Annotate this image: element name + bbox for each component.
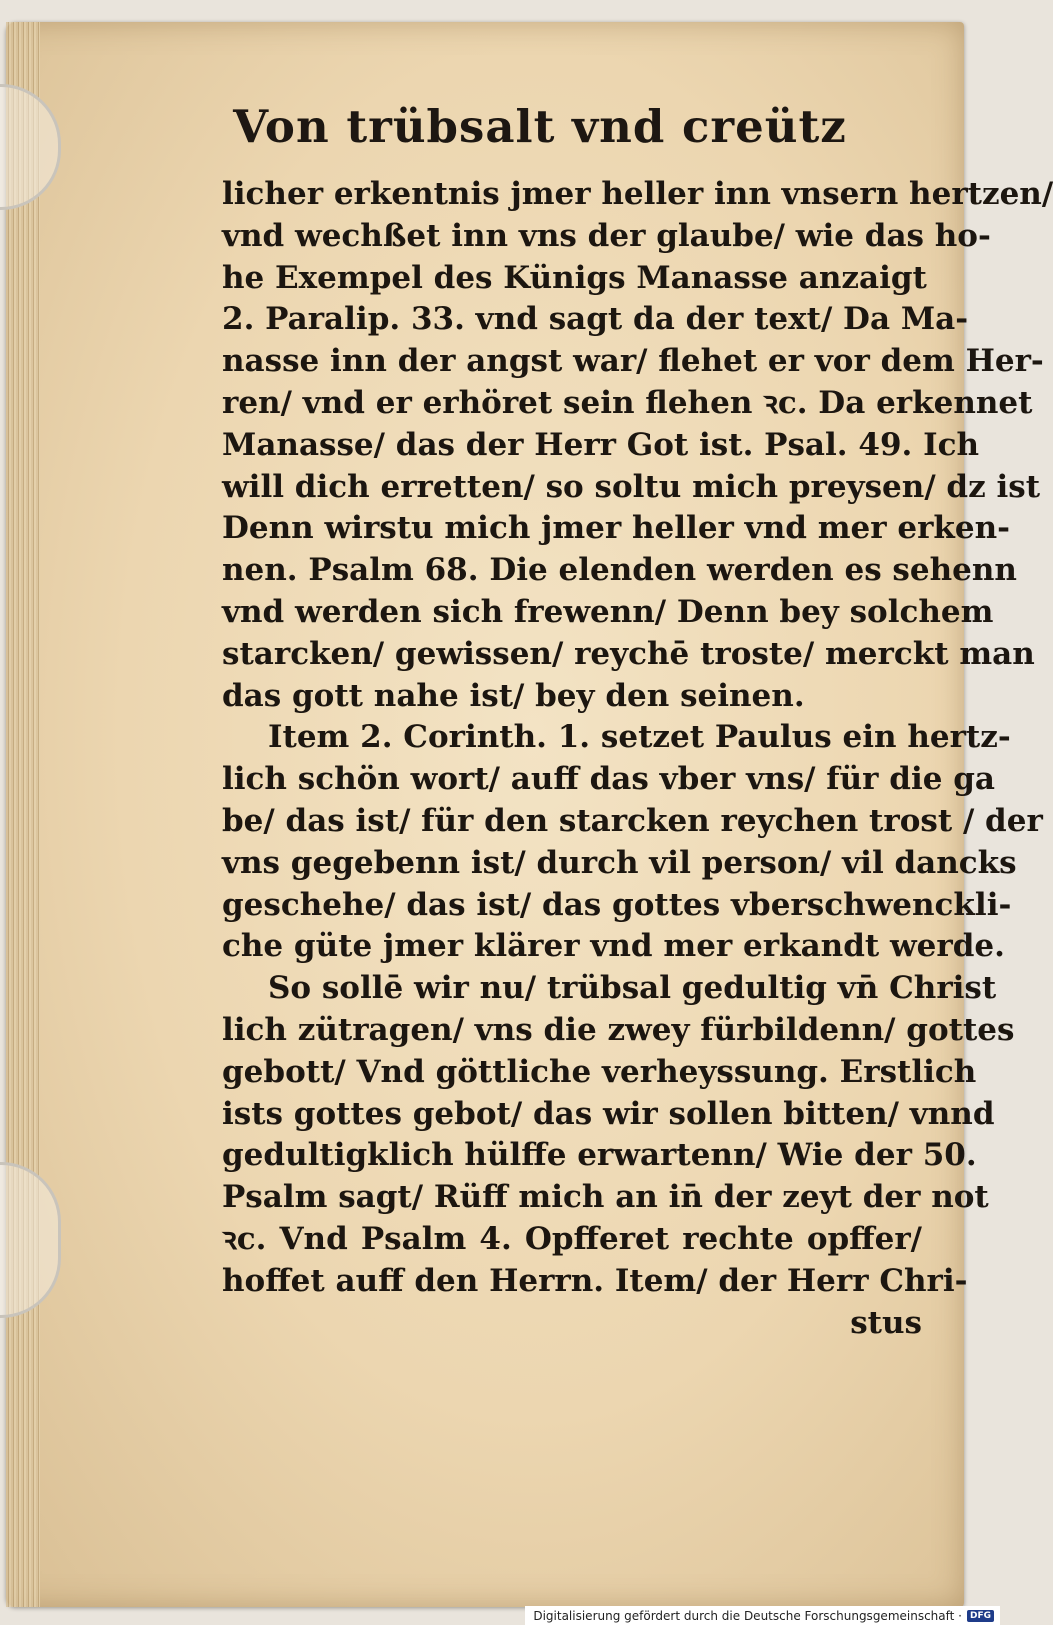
- text-line: gedultigklich hülffe erwartenn/ Wie der 50.: [222, 1137, 977, 1174]
- text-line: lich zütragen/ vns die zwey fürbildenn/ gottes: [222, 1011, 1015, 1048]
- text-line: che güte jmer klärer vnd mer erkandt werde.: [222, 928, 1005, 965]
- text-line: he Exempel des Künigs Manasse anzaigt: [222, 259, 927, 296]
- dfg-logo: DFG: [967, 1610, 994, 1622]
- digitization-footer: [525, 1606, 1000, 1625]
- footer-text: Digitalisierung gefördert durch die Deutsche Forschungsgemeinschaft ·: [533, 1609, 962, 1623]
- text-line: ists gottes gebot/ das wir sollen bitten/ vnnd: [222, 1095, 995, 1132]
- text-line: stus: [850, 1304, 922, 1341]
- clasp-bottom: [0, 1162, 61, 1318]
- text-line: So sollē wir nu/ trübsal gedultig vn̄ Christ: [268, 970, 997, 1007]
- body-text: [222, 174, 1053, 1344]
- text-line: Denn wirstu mich jmer heller vnd mer erken-: [222, 510, 1011, 547]
- text-line: Manasse/ das der Herr Got ist. Psal. 49. Ich: [222, 426, 980, 463]
- text-line: starcken/ gewissen/ reychē troste/ merckt man: [222, 635, 1035, 672]
- text-line: ꝛc. Vnd Psalm 4. Opfferet rechte opffer/: [222, 1220, 922, 1257]
- text-line: vnd wechßet inn vns der glaube/ wie das ho-: [222, 217, 991, 254]
- text-line: hoffet auff den Herrn. Item/ der Herr Chri-: [222, 1262, 968, 1299]
- text-line: lich schön wort/ auff das vber vns/ für die ga: [222, 761, 996, 798]
- text-line: nen. Psalm 68. Die elenden werden es sehenn: [222, 552, 1017, 589]
- text-line: das gott nahe ist/ bey den seinen.: [222, 677, 805, 714]
- text-line: licher erkentnis jmer heller inn vnsern hertzen/: [222, 176, 1053, 212]
- text-line: Psalm sagt/ Rüff mich an in̄ der zeyt der not: [222, 1179, 989, 1216]
- text-line: gebott/ Vnd göttliche verheyssung. Erstlich: [222, 1053, 977, 1090]
- text-line: vnd werden sich frewenn/ Denn bey solchem: [222, 593, 994, 630]
- text-line: geschehe/ das ist/ das gottes vberschwenckli-: [222, 886, 1012, 923]
- running-head: Von trübsalt vnd creütz: [233, 100, 847, 153]
- text-line: vns gegebenn ist/ durch vil person/ vil dancks: [222, 844, 1017, 881]
- text-line: nasse inn der angst war/ flehet er vor dem Her-: [222, 343, 1044, 380]
- text-line: 2. Paralip. 33. vnd sagt da der text/ Da Ma-: [222, 301, 969, 338]
- page-edge: [6, 22, 40, 1607]
- text-line: ren/ vnd er erhöret sein flehen ꝛc. Da erkennet: [222, 384, 1033, 421]
- text-line: be/ das ist/ für den starcken reychen trost / der: [222, 802, 1043, 839]
- text-line: Item 2. Corinth. 1. setzet Paulus ein hertz-: [268, 719, 1011, 756]
- book-page: [6, 22, 1053, 1607]
- text-line: will dich erretten/ so soltu mich preysen/ dz ist: [222, 468, 1041, 505]
